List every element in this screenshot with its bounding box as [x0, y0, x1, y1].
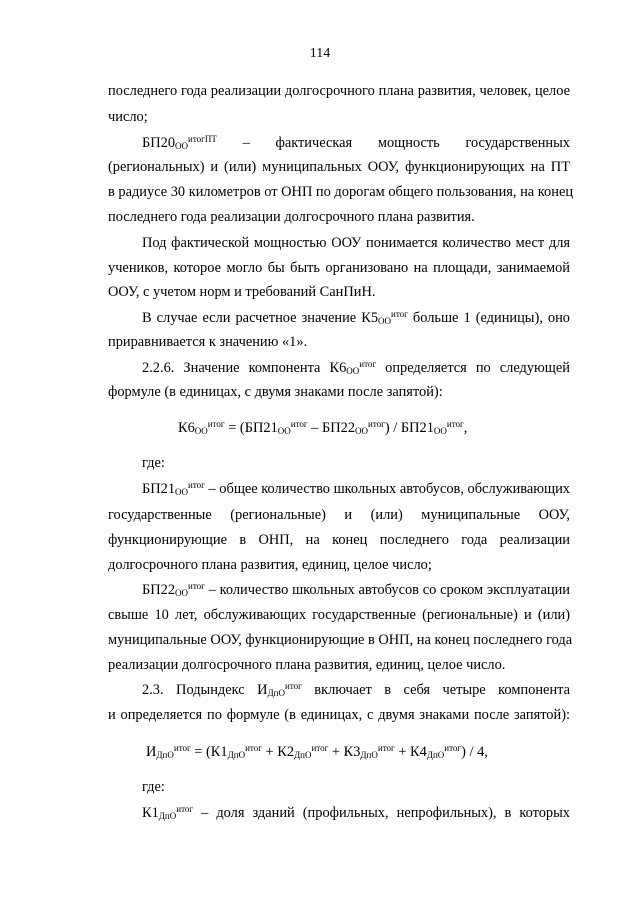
section-2-3: 2.3. Подындекс $И_{ДпО}^{итог}$ включает в себя четыре компонента: [142, 681, 570, 698]
formula-k6: $К6_{ОО}^{итог} = (БП21_{ОО}^{итог} - БП22_{ОО}^{итог}) / БП21_{ОО}^{итог}$,: [178, 419, 468, 436]
section-2-2-6: 2.2.6. Значение компонента $К6_{ОО}^{итог}$ определяется по следующей: [142, 359, 570, 376]
text-line: учеников, которое могло бы быть организовано на площади, занимаемой: [108, 260, 570, 276]
text-line: государственные (региональные) и (или) муниципальные ООУ,: [108, 507, 570, 523]
text-line: и определяется по формуле (в единицах, с двумя знаками после запятой):: [108, 707, 570, 723]
text-line: функционирующие в ОНП, на конец последнего года реализации: [108, 532, 570, 548]
text-line: Под фактической мощностью ООУ понимается количество мест для: [142, 235, 570, 251]
text-line: свыше 10 лет, обслуживающих государственные (региональные) и (или): [108, 607, 570, 623]
where-label: где:: [142, 455, 165, 471]
text-line: долгосрочного плана развития, единиц, целое число;: [108, 557, 432, 573]
definition-text: – фактическая мощность государственных: [242, 135, 570, 151]
text-line: приравнивается к значению «1».: [108, 334, 308, 350]
text-line: последнего года реализации долгосрочного плана развития.: [108, 209, 475, 225]
page-number: 114: [309, 46, 331, 61]
text-line: последнего года реализации долгосрочного плана развития, человек, целое: [108, 83, 570, 99]
definition-bp20: $БП20_{ОО}^{итогПТ}$ – фактическая мощность государственных: [142, 134, 570, 151]
text-line: (региональных) и (или) муниципальных ООУ, функционирующих на ПТ: [108, 159, 570, 175]
definition-bp21: $БП21_{ОО}^{итог}$ – общее количество школьных автобусов, обслуживающих: [142, 480, 570, 497]
text-line: ООУ, с учетом норм и требований СанПиН.: [108, 284, 376, 300]
text-line: реализации долгосрочного плана развития, единиц, целое число.: [108, 657, 506, 673]
text-line: формуле (в единицах, с двумя знаками после запятой):: [108, 384, 443, 400]
text-line: муниципальные ООУ, функционирующие в ОНП, на конец последнего года: [108, 632, 573, 648]
definition-bp22: $БП22_{ОО}^{итог}$ – количество школьных автобусов со сроком эксплуатации: [142, 581, 570, 598]
text-line: число;: [108, 109, 148, 125]
formula-i-dpo: $И_{ДпО}^{итог} = (К1_{ДпО}^{итог} + К2_{ДпО}^{итог} + К3_{ДпО}^{итог} + К4_{ДпО}^{итог}) / 4$,: [146, 743, 488, 760]
term-code: БП20: [142, 135, 176, 151]
where-label: где:: [142, 779, 165, 795]
text-line: в радиусе 30 километров от ОНП по дорогам общего пользования, на конец: [108, 184, 574, 200]
text-line: В случае если расчетное значение $К5_{ОО}^{итог}$ больше 1 (единицы), оно: [142, 309, 570, 326]
definition-k1: $К1_{ДпО}^{итог}$ – доля зданий (профильных, непрофильных), в которых: [142, 804, 570, 821]
